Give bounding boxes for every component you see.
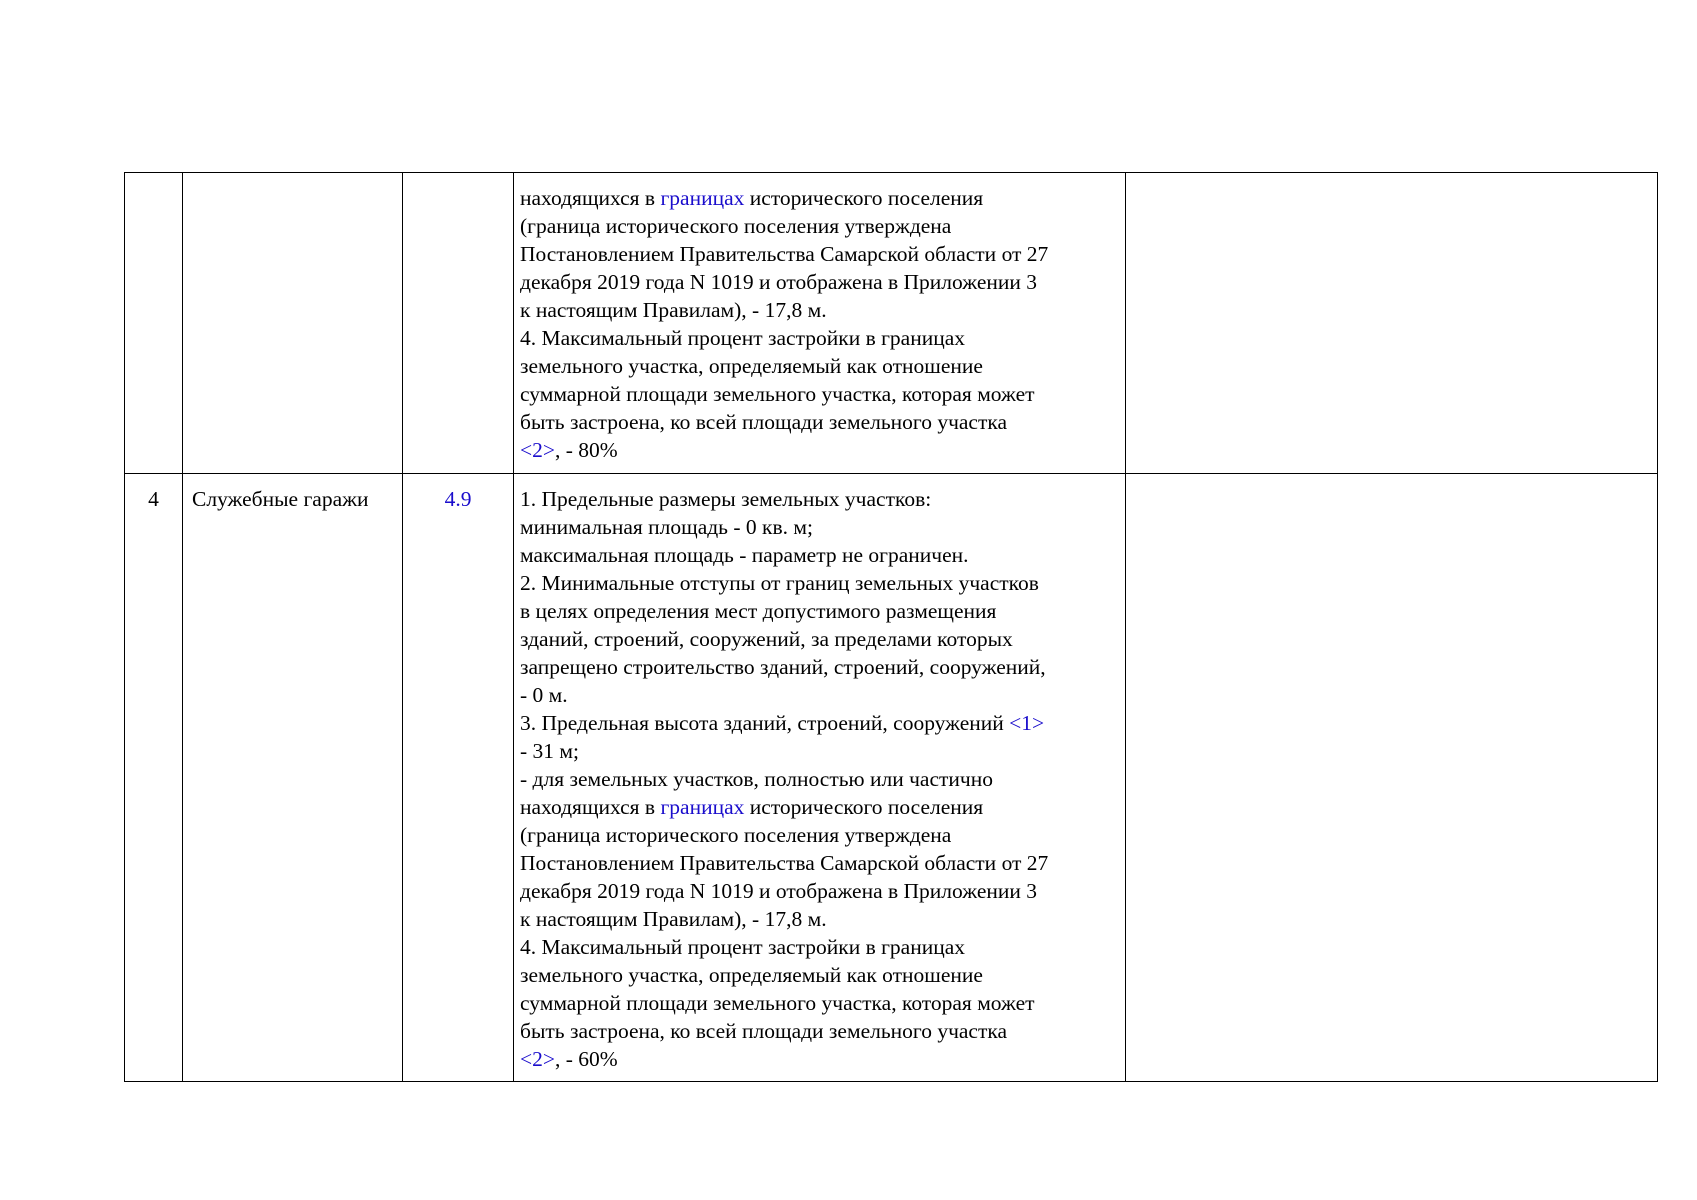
regulations-table (124, 172, 1658, 1082)
notes-cell (1126, 474, 1658, 1082)
footnote-1-link[interactable]: <1> (1009, 711, 1045, 735)
table-row (125, 474, 1658, 1082)
use-name-cell (183, 173, 403, 474)
borders-link[interactable]: границах (660, 186, 745, 210)
parameters-text: находящихся в границах исторического поселения (граница исторического поселения утверждена Постановлением Правительства Самарской области от 27 декабря 2019 года N 1019 и отображена в Приложении 3 к настоящим Правилам), - 17,8 м. 4. Максимальный процент застройки в границах земельного участка, определяемый как отношение суммарной площади земельного участка, которая может быть застроена, ко всей площади земельного участка <2>, - 80% (520, 186, 1049, 462)
parameters-cell (514, 474, 1126, 1082)
parameters-cell (514, 173, 1126, 474)
use-code-cell (403, 173, 514, 474)
borders-link[interactable]: границах (660, 795, 745, 819)
table-row (125, 173, 1658, 474)
use-code-link[interactable]: 4.9 (444, 487, 472, 511)
footnote-2-link[interactable]: <2> (520, 438, 556, 462)
parameters-text: 1. Предельные размеры земельных участков: минимальная площадь - 0 кв. м; максимальная площадь - параметр не ограничен. 2. Минимальные отступы от границ земельных участков в целях определения мест допустимого размещения зданий, строений, сооружений, за пределами которых запрещено строительство зданий, строений, сооружений, - 0 м. 3. Предельная высота зданий, строений, сооружений <1> - 31 м; - для земельных участков, полностью или частично находящихся в границах исторического поселения (граница исторического поселения утверждена Постановлением Правительства Самарской области от 27 декабря 2019 года N 1019 и отображена в Приложении 3 к настоящим Правилам), - 17,8 м. 4. Максимальный процент застройки в границах земельного участка, определяемый как отношение суммарной площади земельного участка, которая может быть застроена, ко всей площади земельного участка <2>, - 60% (520, 487, 1049, 1071)
row-number-cell (125, 173, 183, 474)
notes-cell (1126, 173, 1658, 474)
footnote-2-link[interactable]: <2> (520, 1047, 556, 1071)
row-number-cell: 4 (125, 474, 183, 1082)
use-name-cell: Служебные гаражи (183, 474, 403, 1082)
use-code-cell (403, 474, 514, 1082)
